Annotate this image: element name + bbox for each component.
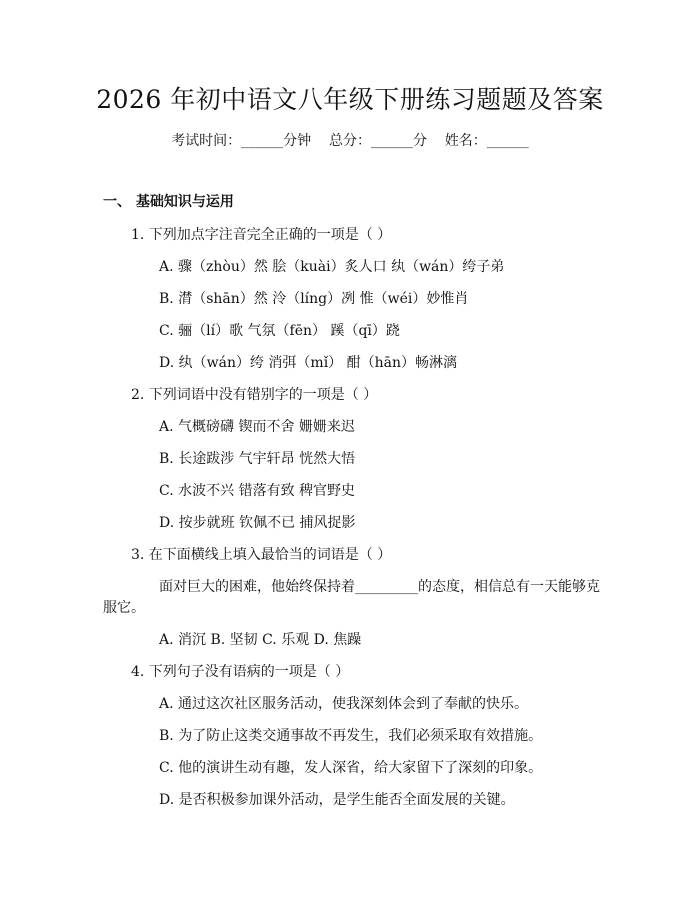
- question-4-option-c: C. 他的演讲生动有趣，发人深省，给大家留下了深刻的印象。: [159, 760, 543, 776]
- question-1-stem: 1. 下列加点字注音完全正确的一项是（ ）: [131, 227, 392, 243]
- question-3-options: A. 消沉 B. 坚韧 C. 乐观 D. 焦躁: [159, 632, 362, 648]
- section-heading: 一、 基础知识与运用: [103, 194, 234, 210]
- question-4-option-a: A. 通过这次社区服务活动，使我深刻体会到了奉献的快乐。: [159, 696, 529, 712]
- question-2-stem: 2. 下列词语中没有错别字的一项是（ ）: [131, 387, 378, 403]
- question-2-option-c: C. 水波不兴 错落有致 稗官野史: [159, 483, 356, 499]
- question-2-option-d: D. 按步就班 钦佩不已 捕风捉影: [159, 515, 356, 531]
- exam-info-line: 考试时间：______分钟 总分：______分 姓名：______: [171, 133, 529, 149]
- question-1-option-d: D. 纨（wán）绔 消弭（mǐ） 酣（hān）畅淋漓: [159, 355, 458, 371]
- page-title: 2026 年初中语文八年级下册练习题题及答案: [96, 85, 604, 114]
- question-2-option-a: A. 气概磅礴 锲而不舍 姗姗来迟: [159, 419, 355, 435]
- question-4-option-b: B. 为了防止这类交通事故不再发生，我们必须采取有效措施。: [159, 728, 543, 744]
- question-3-passage-cont: 服它。: [103, 600, 145, 616]
- question-1-option-a: A. 骤（zhòu）然 脍（kuài）炙人口 纨（wán）绔子弟: [159, 259, 505, 275]
- question-3-passage: 面对巨大的困难，他始终保持着_________的态度，相信总有一天能够克: [159, 579, 600, 595]
- question-4-option-d: D. 是否积极参加课外活动，是学生能否全面发展的关键。: [159, 792, 515, 808]
- question-2-option-b: B. 长途跋涉 气宇轩昂 恍然大悟: [159, 451, 356, 467]
- question-4-stem: 4. 下列句子没有语病的一项是（ ）: [131, 664, 350, 680]
- question-3-stem: 3. 在下面横线上填入最恰当的词语是（ ）: [131, 547, 392, 563]
- question-1-option-c: C. 骊（lí）歌 气氛（fēn） 蹊（qī）跷: [159, 323, 400, 339]
- question-1-option-b: B. 潸（shān）然 泠（líng）冽 惟（wéi）妙惟肖: [159, 291, 469, 307]
